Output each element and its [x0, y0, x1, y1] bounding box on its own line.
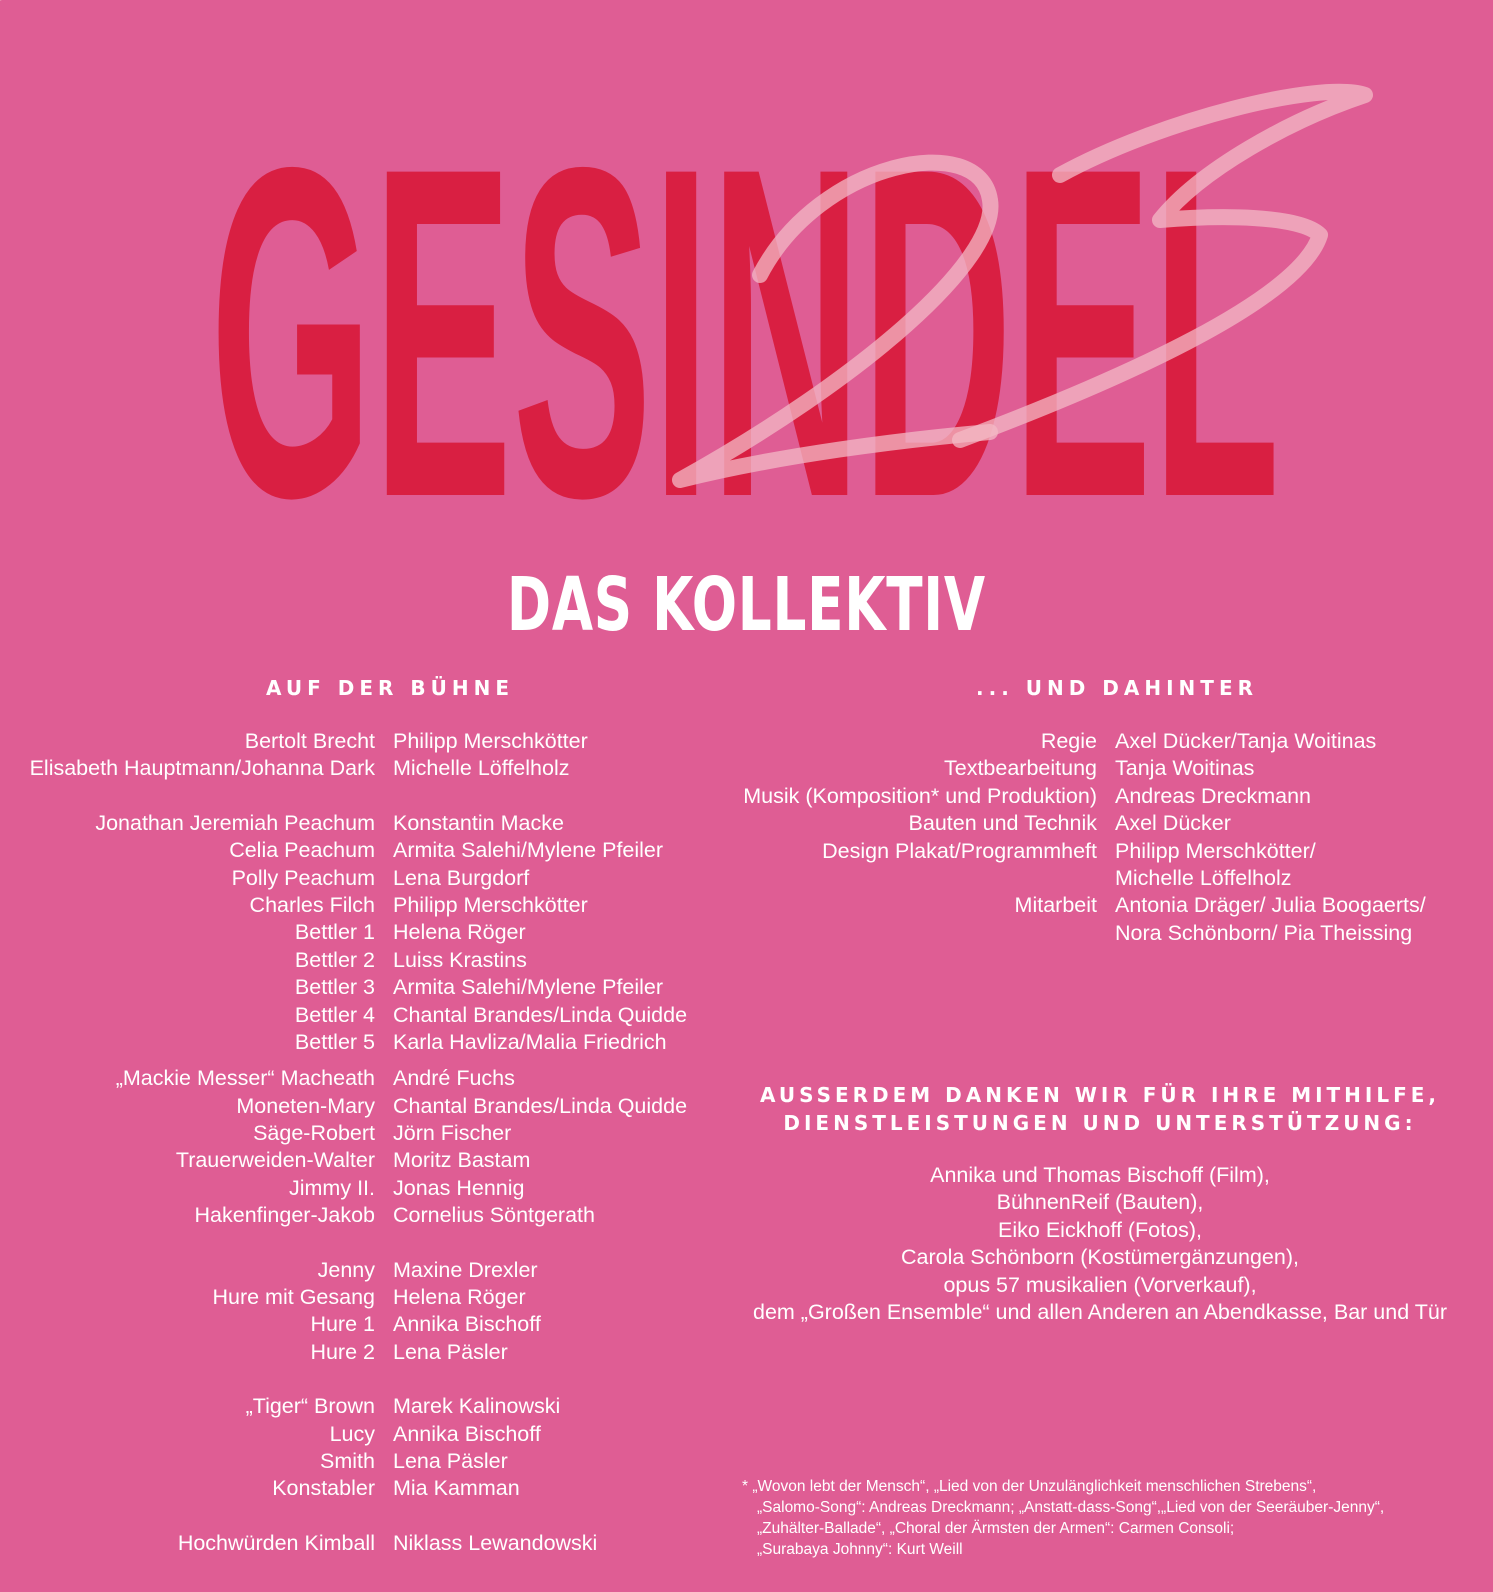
crew-row [720, 920, 1480, 947]
group-spacer [0, 1366, 740, 1393]
actor-name: Philipp Merschkötter [393, 729, 588, 753]
crew-role: Regie [1040, 729, 1097, 753]
crew-row [720, 892, 1480, 919]
thanks-heading-line-2: DIENSTLEISTUNGEN UND UNTERSTÜTZUNG: [783, 1111, 1417, 1135]
crew-row [720, 755, 1480, 782]
crew-member: Antonia Dräger/ Julia Boogaerts/ [1115, 893, 1426, 918]
title-graphic [0, 0, 1493, 540]
crew-row [720, 865, 1480, 892]
cast-row [0, 1065, 740, 1092]
role-name: Moneten-Mary [236, 1093, 375, 1118]
cast-row [0, 1530, 740, 1557]
role-name: Konstabler [272, 1476, 375, 1501]
crew-member: Axel Dücker [1115, 811, 1231, 836]
actor-name: André Fuchs [393, 1066, 515, 1091]
actor-name: Helena Röger [393, 920, 526, 945]
cast-row [0, 1147, 740, 1174]
role-name: Trauerweiden-Walter [175, 1148, 375, 1173]
role-name: Polly Peachum [231, 865, 375, 890]
cast-list [0, 728, 740, 1557]
behind-heading: ... UND DAHINTER [976, 676, 1259, 700]
crew-role: Design Plakat/Programmheft [822, 838, 1097, 863]
role-name: Hure 1 [310, 1312, 375, 1337]
role-name: Hakenfinger-Jakob [194, 1203, 375, 1228]
role-name: Säge-Robert [253, 1121, 375, 1146]
thanks-item: opus 57 musikalien (Vorverkauf), [943, 1272, 1257, 1297]
crew-row [720, 783, 1480, 810]
cast-row [0, 810, 740, 837]
actor-name: Karla Havliza/Malia Friedrich [393, 1029, 667, 1054]
actor-name: Lena Päsler [393, 1448, 508, 1473]
crew-role: Textbearbeitung [944, 756, 1097, 781]
role-name: Smith [320, 1448, 375, 1473]
actor-name: Konstantin Macke [393, 810, 564, 835]
crew-member: Nora Schönborn/ Pia Theissing [1115, 920, 1413, 945]
role-name: Elisabeth Hauptmann/Johanna Dark [29, 756, 375, 781]
cast-row [0, 837, 740, 864]
actor-name: Chantal Brandes/Linda Quidde [393, 1093, 688, 1118]
cast-row [0, 1029, 740, 1056]
cast-row [0, 1002, 740, 1029]
group-spacer [0, 1503, 740, 1530]
thanks-item: BühnenReif (Bauten), [996, 1190, 1204, 1215]
footnote-line: „Salomo-Song“: Andreas Dreckmann; „Anstatt-dass-Song“,„Lied von der Seeräuber-Jenny“, [757, 1499, 1385, 1516]
footnote-line: „Zuhälter-Ballade“, „Choral der Ärmsten der Armen“: Carmen Consoli; [757, 1520, 1235, 1537]
actor-name: Marek Kalinowski [393, 1394, 561, 1419]
cast-row [0, 1339, 740, 1366]
thanks-item: Carola Schönborn (Kostümergänzungen), [901, 1245, 1299, 1270]
actor-name: Mia Kamman [393, 1476, 520, 1501]
actor-name: Annika Bischoff [393, 1421, 541, 1446]
cast-row [0, 1202, 740, 1229]
actor-name: Niklass Lewandowski [393, 1530, 598, 1555]
cast-row [0, 919, 740, 946]
page-title: GESINDEL [210, 70, 1280, 540]
actor-name: Philipp Merschkötter [393, 892, 588, 917]
crew-role [720, 865, 1097, 892]
cast-row [0, 1311, 740, 1338]
thanks-item: Annika und Thomas Bischoff (Film), [930, 1163, 1270, 1187]
actor-name: Lena Burgdorf [393, 865, 530, 890]
actor-name: Lena Päsler [393, 1339, 508, 1364]
crew-member: Philipp Merschkötter/ [1115, 838, 1316, 863]
thanks-item: dem „Großen Ensemble“ und allen Anderen an Abendkasse, Bar und Tür [753, 1300, 1447, 1325]
footnote-line: „Surabaya Johnny“: Kurt Weill [757, 1541, 963, 1558]
crew-row [720, 728, 1480, 755]
crew-role [720, 920, 1097, 947]
cast-row [0, 1393, 740, 1420]
actor-name: Armita Salehi/Mylene Pfeiler [393, 838, 664, 863]
actor-name: Armita Salehi/Mylene Pfeiler [393, 975, 664, 1000]
role-name: Bertolt Brecht [244, 729, 375, 753]
actor-name: Jörn Fischer [393, 1121, 512, 1146]
role-name: Bettler 1 [294, 920, 375, 945]
actor-name: Cornelius Söntgerath [393, 1203, 595, 1228]
group-spacer [0, 783, 740, 810]
cast-row [0, 1448, 740, 1475]
actor-name: Helena Röger [393, 1285, 526, 1310]
actor-name: Luiss Krastins [393, 947, 527, 972]
crew-row [720, 810, 1480, 837]
role-name: Jimmy II. [289, 1175, 375, 1200]
section-title: DAS KOLLEKTIV [506, 562, 986, 648]
crew-member: Tanja Woitinas [1115, 756, 1255, 781]
role-name: Bettler 2 [294, 947, 375, 972]
role-name: Lucy [329, 1421, 375, 1446]
thanks-list [745, 1162, 1455, 1326]
role-name: Bettler 5 [294, 1029, 375, 1054]
crew-role: Mitarbeit [1014, 893, 1097, 918]
actor-name: Moritz Bastam [393, 1148, 531, 1173]
crew-member: Andreas Dreckmann [1115, 783, 1311, 808]
cast-row [0, 1120, 740, 1147]
number-label: 23 [0, 0, 2, 1]
role-name: Charles Filch [249, 892, 375, 917]
footnote [742, 1476, 1482, 1560]
group-spacer [0, 1056, 740, 1065]
cast-row [0, 755, 740, 782]
role-name: Hure 2 [310, 1339, 375, 1364]
thanks-item: Eiko Eickhoff (Fotos), [998, 1217, 1202, 1242]
crew-list [720, 728, 1480, 947]
cast-row [0, 1093, 740, 1120]
cast-row [0, 865, 740, 892]
role-name: „Tiger“ Brown [245, 1394, 375, 1419]
cast-row [0, 728, 740, 755]
crew-row [720, 838, 1480, 865]
role-name: Jenny [317, 1257, 375, 1282]
role-name: Jonathan Jeremiah Peachum [95, 810, 375, 835]
role-name: „Mackie Messer“ Macheath [115, 1066, 375, 1091]
title-block [0, 0, 1493, 540]
footnote-line: * „Wovon lebt der Mensch“, „Lied von der Unzulänglichkeit menschlichen Strebens“, [742, 1478, 1317, 1495]
crew-member: Axel Dücker/Tanja Woitinas [1115, 729, 1377, 753]
thanks-heading-line-1: AUSSERDEM DANKEN WIR FÜR IHRE MITHILFE, [759, 1083, 1441, 1107]
cast-row [0, 974, 740, 1001]
cast-row [0, 947, 740, 974]
actor-name: Maxine Drexler [393, 1257, 538, 1282]
actor-name: Jonas Hennig [393, 1175, 525, 1200]
role-name: Bettler 3 [294, 975, 375, 1000]
crew-role: Musik (Komposition* und Produktion) [743, 783, 1097, 808]
group-spacer [0, 1230, 740, 1257]
actor-name: Annika Bischoff [393, 1312, 541, 1337]
crew-role: Bauten und Technik [908, 811, 1097, 836]
role-name: Hure mit Gesang [212, 1285, 375, 1310]
cast-row [0, 1475, 740, 1502]
cast-row [0, 1284, 740, 1311]
cast-row [0, 892, 740, 919]
actor-name: Chantal Brandes/Linda Quidde [393, 1002, 688, 1027]
crew-member: Michelle Löffelholz [1115, 865, 1292, 890]
cast-row [0, 1257, 740, 1284]
cast-row [0, 1421, 740, 1448]
thanks-heading [745, 1081, 1455, 1137]
role-name: Celia Peachum [229, 838, 375, 863]
on-stage-heading: AUF DER BÜHNE [266, 676, 514, 700]
actor-name: Michelle Löffelholz [393, 756, 570, 781]
cast-row [0, 1175, 740, 1202]
role-name: Bettler 4 [294, 1002, 375, 1027]
role-name: Hochwürden Kimball [177, 1530, 375, 1555]
